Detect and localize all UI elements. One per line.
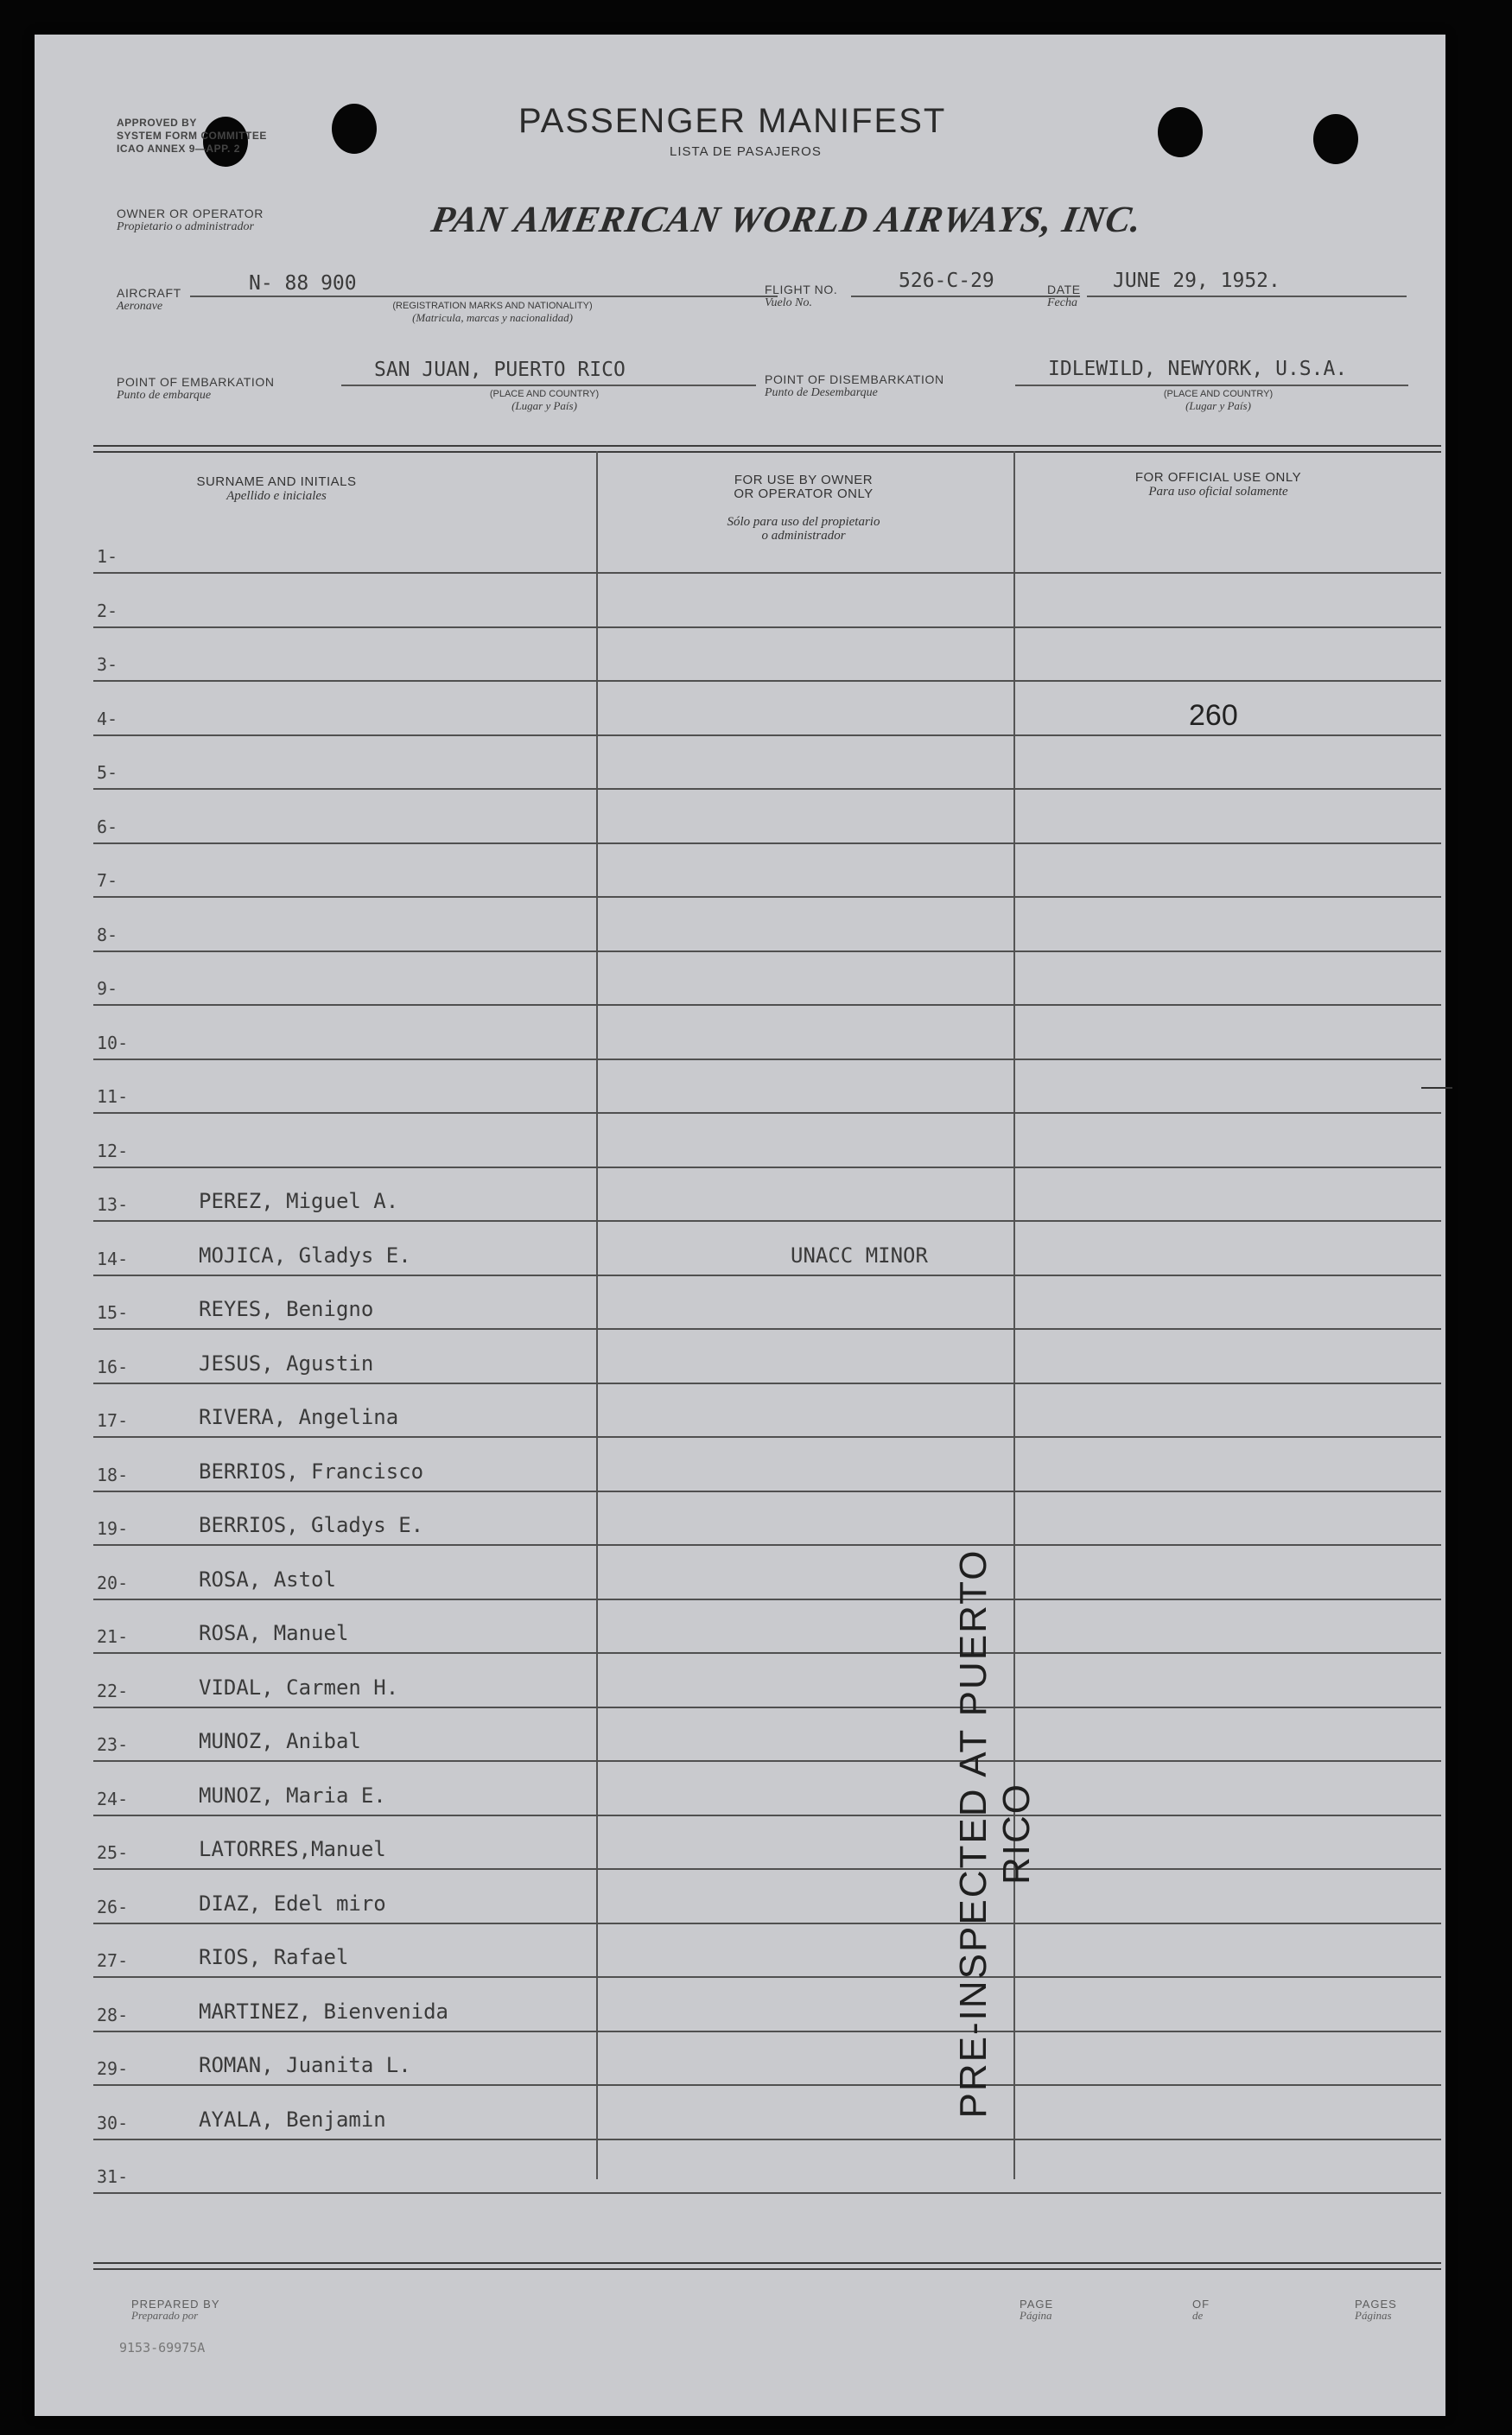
table-row [93, 1977, 1441, 2032]
row-number: 3- [97, 654, 118, 675]
column-title-es: Apellido e iniciales [226, 489, 327, 503]
manifest-sheet [35, 35, 1445, 2416]
margin-mark [1421, 1087, 1452, 1089]
row-number: 27- [97, 1950, 129, 1971]
row-number: 6- [97, 816, 118, 837]
inspection-stamp: PRE-INSPECTED AT PUERTO RICO [952, 1548, 1038, 2119]
page-subtitle: LISTA DE PASAJEROS [670, 144, 822, 159]
passenger-name: MUNOZ, Anibal [199, 1729, 361, 1753]
embarkation-label [117, 376, 275, 402]
column-title: FOR USE BY OWNER OR OPERATOR ONLY [734, 473, 874, 501]
row-number: 17- [97, 1410, 129, 1431]
row-number: 23- [97, 1734, 129, 1755]
table-row [93, 1653, 1441, 1708]
row-number: 13- [97, 1194, 129, 1215]
column-header-surname [156, 475, 397, 503]
passenger-name: ROMAN, Juanita L. [199, 2053, 411, 2077]
aircraft-value: N- 88 900 [249, 272, 357, 295]
row-number: 15- [97, 1302, 129, 1323]
row-number: 4- [97, 708, 118, 729]
table-row [93, 626, 1441, 682]
disembarkation-line [1015, 385, 1408, 386]
row-number: 26- [97, 1896, 129, 1917]
passenger-name: MARTINEZ, Bienvenida [199, 1999, 448, 2024]
table-row [93, 1815, 1441, 1870]
flight-value: 526-C-29 [899, 270, 994, 292]
passenger-name: BERRIOS, Francisco [199, 1459, 424, 1484]
aircraft-label [117, 287, 181, 313]
table-row [93, 1167, 1441, 1222]
date-label [1047, 283, 1081, 309]
row-number: 8- [97, 924, 118, 945]
operator-name: PAN AMERICAN WORLD AIRWAYS, INC. [428, 200, 1146, 240]
row-number: 11- [97, 1086, 129, 1107]
embarkation-value: SAN JUAN, PUERTO RICO [374, 359, 626, 381]
column-title: FOR OFFICIAL USE ONLY [1134, 470, 1302, 485]
row-number: 9- [97, 978, 118, 999]
table-row [93, 1491, 1441, 1546]
embarkation-label-en: POINT OF EMBARKATION [117, 375, 275, 389]
row-number: 24- [97, 1788, 129, 1809]
row-number: 22- [97, 1680, 129, 1701]
passenger-name: LATORRES,Manuel [199, 1837, 386, 1861]
column-title-es: Para uso oficial solamente [1148, 485, 1288, 499]
table-row [93, 1059, 1441, 1114]
table-row [93, 1221, 1441, 1276]
column-title: SURNAME AND INITIALS [196, 474, 357, 489]
passenger-name: RIVERA, Angelina [199, 1405, 399, 1429]
passenger-name: BERRIOS, Gladys E. [199, 1513, 424, 1537]
table-row [93, 1707, 1441, 1762]
table-top-rule [93, 445, 1441, 453]
embarkation-caption-en: (PLACE AND COUNTRY) [489, 389, 600, 399]
form-code: 9153-69975A [119, 2340, 206, 2356]
disembarkation-value: IDLEWILD, NEWYORK, U.S.A. [1048, 358, 1348, 380]
row-number: 1- [97, 546, 118, 567]
pages-label [1355, 2298, 1397, 2321]
passenger-name: VIDAL, Carmen H. [199, 1675, 399, 1700]
table-row [93, 573, 1441, 628]
passenger-name: JESUS, Agustin [199, 1351, 374, 1376]
aircraft-label-en: AIRCRAFT [117, 286, 181, 300]
row-number: 28- [97, 2004, 129, 2025]
table-row [93, 789, 1441, 844]
row-number: 31- [97, 2166, 129, 2187]
aircraft-caption [328, 301, 657, 325]
aircraft-line [190, 296, 778, 297]
date-value: JUNE 29, 1952. [1113, 270, 1280, 292]
aircraft-caption-es: (Matricula, marcas y nacionalidad) [412, 311, 573, 324]
punch-hole [1158, 107, 1203, 157]
disembarkation-label [765, 373, 944, 399]
table-row [93, 1005, 1441, 1060]
approval-line: SYSTEM FORM COMMITTEE [117, 130, 267, 142]
of-es: de [1192, 2309, 1204, 2322]
row-number: 30- [97, 2112, 129, 2133]
table-row [93, 734, 1441, 790]
embarkation-caption [441, 389, 648, 413]
approval-note [117, 117, 267, 156]
table-bottom-rule [93, 2262, 1441, 2270]
aircraft-label-es: Aeronave [117, 300, 163, 313]
official-entry: 260 [1189, 698, 1238, 732]
row-number: 2- [97, 600, 118, 621]
row-number: 16- [97, 1356, 129, 1377]
row-number: 20- [97, 1572, 129, 1593]
owner-label-es: Propietario o administrador [117, 220, 254, 233]
embarkation-line [341, 385, 756, 386]
passenger-name: MUNOZ, Maria E. [199, 1783, 386, 1808]
table-row [93, 1599, 1441, 1654]
row-number: 19- [97, 1518, 129, 1539]
page-en: PAGE [1020, 2298, 1054, 2311]
row-number: 21- [97, 1626, 129, 1647]
passenger-name: REYES, Benigno [199, 1297, 374, 1321]
table-row [93, 1869, 1441, 1924]
table-row [93, 1437, 1441, 1492]
disembarkation-caption-en: (PLACE AND COUNTRY) [1163, 389, 1274, 399]
owner-label [117, 207, 264, 233]
pages-es: Páginas [1355, 2309, 1392, 2322]
owner-label-en: OWNER OR OPERATOR [117, 207, 264, 220]
embarkation-caption-es: (Lugar y País) [511, 399, 577, 412]
prepared-by-en: PREPARED BY [131, 2298, 220, 2311]
table-row [93, 1545, 1441, 1600]
date-label-en: DATE [1047, 283, 1081, 296]
of-en: OF [1192, 2298, 1210, 2311]
disembarkation-caption [1119, 389, 1318, 413]
row-number: 14- [97, 1248, 129, 1269]
column-header-official-use [1089, 471, 1348, 499]
flight-label [765, 283, 837, 309]
row-number: 5- [97, 762, 118, 783]
row-number: 10- [97, 1032, 129, 1053]
passenger-name: ROSA, Astol [199, 1567, 336, 1592]
table-row [93, 2139, 1441, 2194]
disembarkation-label-en: POINT OF DISEMBARKATION [765, 372, 944, 386]
embarkation-label-es: Punto de embarque [117, 389, 212, 402]
row-number: 18- [97, 1464, 129, 1485]
table-row [93, 1275, 1441, 1330]
of-label [1192, 2298, 1210, 2321]
passenger-name: PEREZ, Miguel A. [199, 1189, 399, 1213]
column-title-es: Sólo para uso del propietario o administrador [727, 515, 880, 543]
disembarkation-label-es: Punto de Desembarque [765, 386, 878, 399]
table-row [93, 1113, 1441, 1168]
table-row [93, 681, 1441, 736]
passenger-name: AYALA, Benjamin [199, 2107, 386, 2132]
punch-hole [332, 104, 377, 154]
passenger-name: MOJICA, Gladys E. [199, 1243, 411, 1268]
table-row [93, 1383, 1441, 1438]
row-number: 7- [97, 870, 118, 891]
disembarkation-caption-es: (Lugar y País) [1185, 399, 1251, 412]
page-title: PASSENGER MANIFEST [518, 102, 947, 140]
pages-en: PAGES [1355, 2298, 1397, 2311]
table-row [93, 2085, 1441, 2140]
table-row [93, 950, 1441, 1006]
prepared-by-label [131, 2298, 220, 2321]
punch-hole [1313, 114, 1358, 164]
table-row [93, 1329, 1441, 1384]
table-row [93, 518, 1441, 574]
flight-label-es: Vuelo No. [765, 296, 812, 309]
aircraft-caption-en: (REGISTRATION MARKS AND NATIONALITY) [392, 301, 593, 311]
page-label [1020, 2298, 1053, 2321]
table-row [93, 1761, 1441, 1816]
passenger-name: RIOS, Rafael [199, 1945, 349, 1969]
approval-line: ICAO ANNEX 9—APP. 2 [117, 143, 240, 155]
passenger-name: DIAZ, Edel miro [199, 1891, 386, 1916]
flight-line [851, 296, 1080, 297]
approval-line: APPROVED BY [117, 117, 197, 129]
row-number: 29- [97, 2058, 129, 2079]
table-row [93, 1923, 1441, 1978]
passenger-name: ROSA, Manuel [199, 1621, 349, 1645]
prepared-by-es: Preparado por [131, 2309, 199, 2322]
owner-note: UNACC MINOR [791, 1243, 928, 1268]
date-line [1087, 296, 1407, 297]
date-label-es: Fecha [1047, 296, 1077, 309]
table-row [93, 842, 1441, 898]
table-row [93, 897, 1441, 952]
page-es: Página [1020, 2309, 1052, 2322]
row-number: 25- [97, 1842, 129, 1863]
row-number: 12- [97, 1140, 129, 1161]
table-row [93, 2031, 1441, 2086]
flight-label-en: FLIGHT NO. [765, 283, 838, 296]
